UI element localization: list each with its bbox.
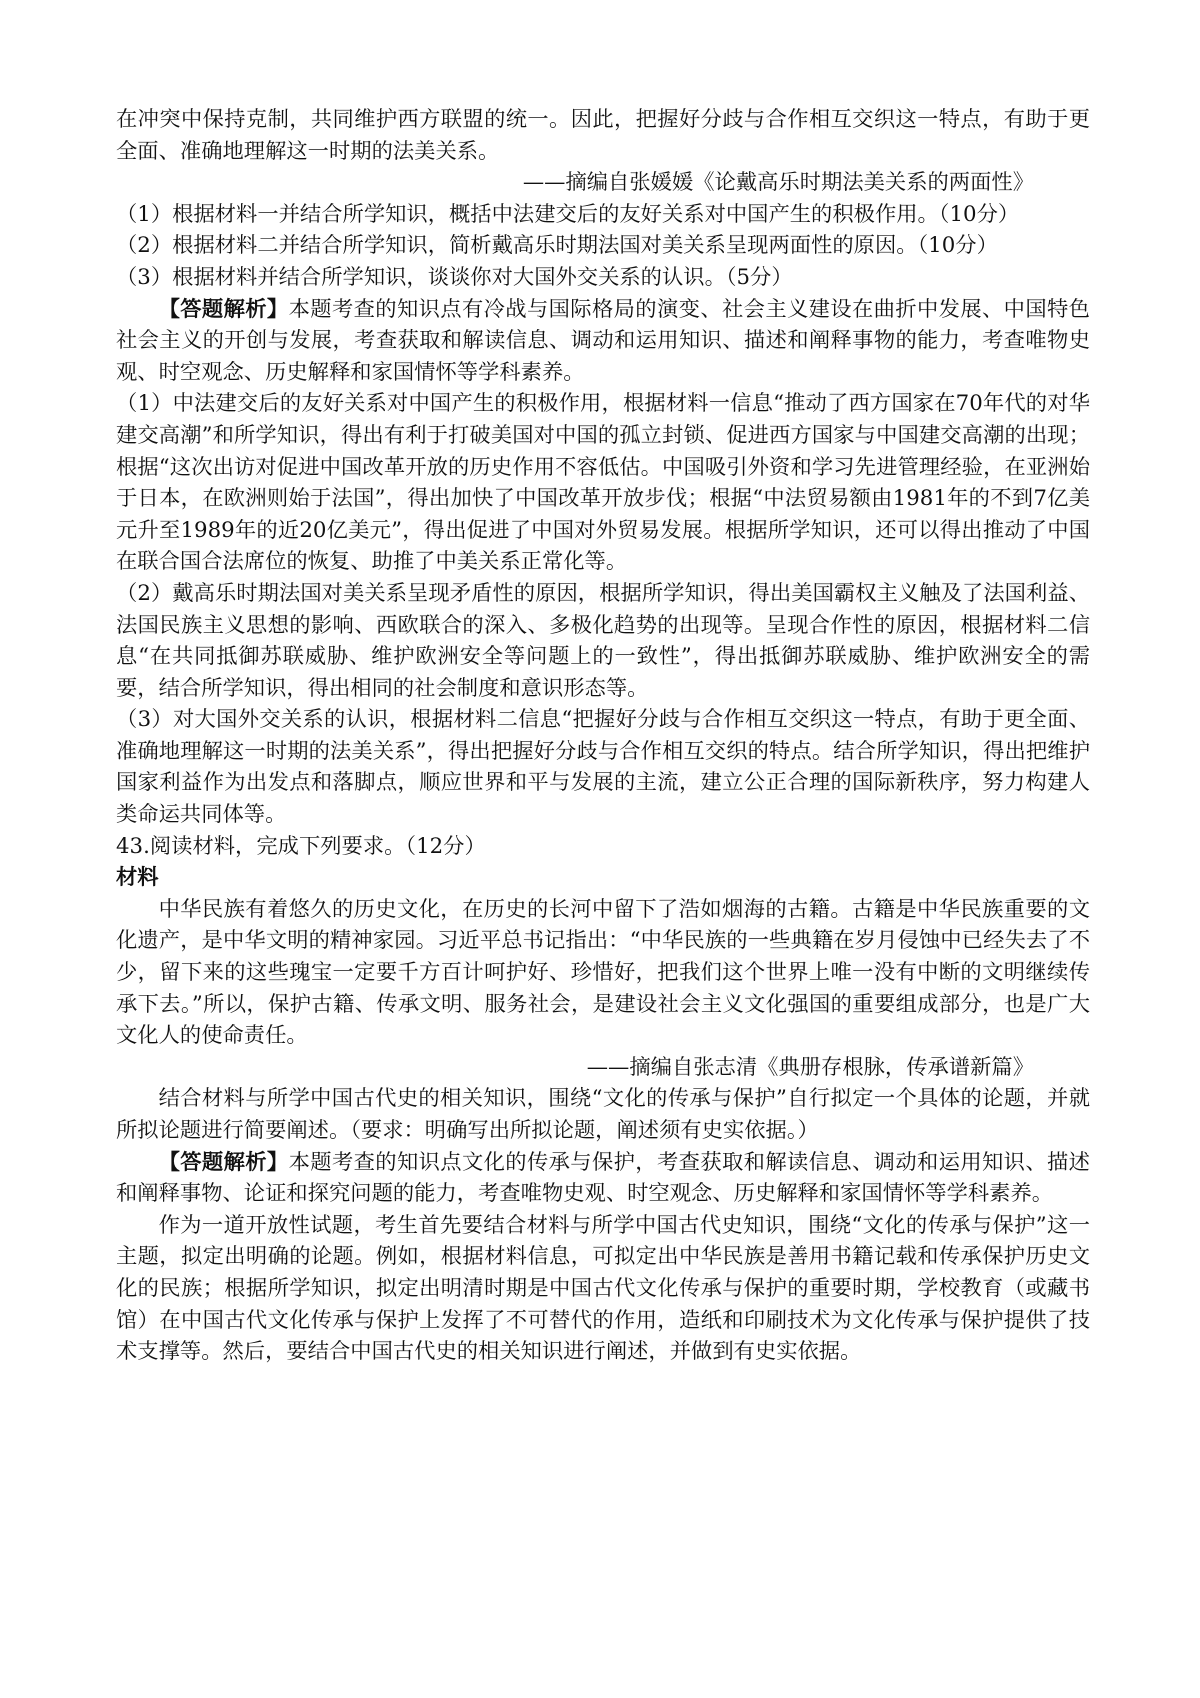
document-page — [116, 104, 1090, 1368]
analysis-43-intro: 本题考查的知识点文化的传承与保护，考查获取和解读信息、调动和运用知识、描述和阐释事物、论证和探究问题的能力，考查唯物史观、时空观念、历史解释和家国情怀等学科素养。 — [116, 1149, 1090, 1207]
answer-2: （2）戴高乐时期法国对美关系呈现矛盾性的原因，根据所学知识，得出美国霸权主义触及了法国利益、法国民族主义思想的影响、西欧联合的深入、多极化趋势的出现等。呈现合作性的原因，根据材料二信息“在共同抵御苏联威胁、维护欧洲安全等问题上的一致性”，得出抵御苏联威胁、维护欧洲安全的需要，结合所学知识，得出相同的社会制度和意识形态等。 — [116, 580, 1090, 701]
analysis-43-body: 作为一道开放性试题，考生首先要结合材料与所学中国古代史知识，围绕“文化的传承与保护”这一主题，拟定出明确的论题。例如，根据材料信息，可拟定出中华民族是善用书籍记载和传承保护历史文化的民族；根据所学知识，拟定出明清时期是中国古代文化传承与保护的重要时期，学校教育（或藏书馆）在中国古代文化传承与保护上发挥了不可替代的作用，造纸和印刷技术为文化传承与保护提供了技术支撑等。然后，要结合中国古代史的相关知识进行阐述，并做到有史实依据。 — [116, 1212, 1090, 1365]
question-2: （2）根据材料二并结合所学知识，简析戴高乐时期法国对美关系呈现两面性的原因。（10分） — [116, 233, 998, 259]
analysis-paragraph — [116, 294, 1090, 389]
analysis-43-paragraph — [116, 1147, 1090, 1210]
material-continuation: 在冲突中保持克制，共同维护西方联盟的统一。因此，把握好分歧与合作相互交织这一特点，有助于更全面、准确地理解这一时期的法美关系。 — [116, 107, 1090, 164]
analysis-43-label: 【答题解析】 — [158, 1149, 289, 1175]
answer-1: （1）中法建交后的友好关系对中国产生的积极作用，根据材料一信息“推动了西方国家在70年代的对华建交高潮”和所学知识，得出有利于打破美国对中国的孤立封锁、促进西方国家与中国建交高潮的出现；根据“这次出访对促进中国改革开放的历史作用不容低估。中国吸引外资和学习先进管理经验，在亚洲始于日本，在欧洲则始于法国”，得出加快了中国改革开放步伐；根据“中法贸易额由1981年的不到7亿美元升至1989年的近20亿美元”，得出促进了中国对外贸易发展。根据所学知识，还可以得出推动了中国在联合国合法席位的恢复、助推了中美关系正常化等。 — [116, 391, 1090, 575]
question-43-task: 结合材料与所学中国古代史的相关知识，围绕“文化的传承与保护”自行拟定一个具体的论题，并就所拟论题进行简要阐述。（要求：明确写出所拟论题，阐述须有史实依据。） — [116, 1086, 1090, 1143]
material-label: 材料 — [116, 865, 159, 891]
answer-3: （3）对大国外交关系的认识，根据材料二信息“把握好分歧与合作相互交织这一特点，有助于更全面、准确地理解这一时期的法美关系”，得出把握好分歧与合作相互交织的特点。结合所学知识，得出把维护国家利益作为出发点和落脚点，顺应世界和平与发展的主流，建立公正合理的国际新秩序，努力构建人类命运共同体等。 — [116, 707, 1090, 828]
question-1: （1）根据材料一并结合所学知识，概括中法建交后的友好关系对中国产生的积极作用。（10分） — [116, 201, 1020, 227]
question-43-title: 43.阅读材料，完成下列要求。（12分） — [116, 833, 486, 859]
analysis-label: 【答题解析】 — [158, 296, 289, 322]
material-text: 中华民族有着悠久的历史文化，在历史的长河中留下了浩如烟海的古籍。古籍是中华民族重要的文化遗产，是中华文明的精神家园。习近平总书记指出：“中华民族的一些典籍在岁月侵蚀中已经失去了不少，留下来的这些瑰宝一定要千方百计呵护好、珍惜好，把我们这个世界上唯一没有中断的文明继续传承下去。”所以，保护古籍、传承文明、服务社会，是建设社会主义文化强国的重要组成部分，也是广大文化人的使命责任。 — [116, 896, 1090, 1049]
material-source-citation: ——摘编自张媛媛《论戴高乐时期法美关系的两面性》 — [522, 170, 1034, 196]
question-3: （3）根据材料并结合所学知识，谈谈你对大国外交关系的认识。（5分） — [116, 264, 793, 290]
material-43-source-citation: ——摘编自张志清《典册存根脉，传承谱新篇》 — [586, 1054, 1034, 1080]
analysis-intro: 本题考查的知识点有冷战与国际格局的演变、社会主义建设在曲折中发展、中国特色社会主义的开创与发展，考查获取和解读信息、调动和运用知识、描述和阐释事物的能力，考查唯物史观、时空观念、历史解释和家国情怀等学科素养。 — [116, 296, 1090, 385]
